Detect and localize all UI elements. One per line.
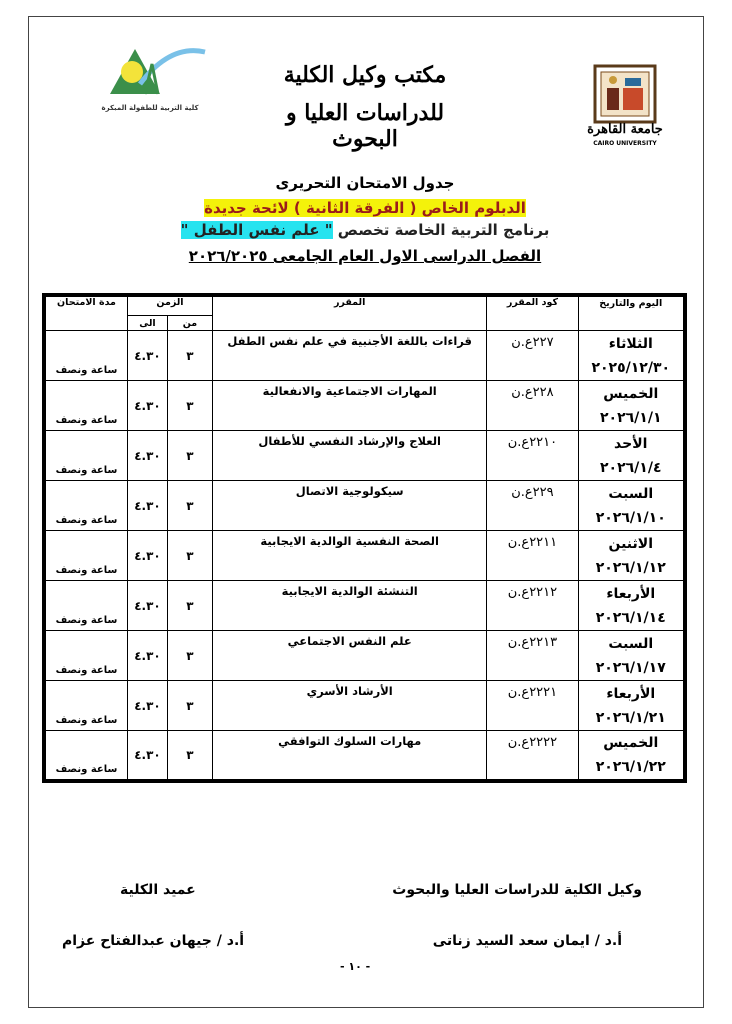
header-date: اليوم والتاريخ (578, 295, 685, 331)
faculty-logo-text: كلية التربية للطفولة المبكرة (101, 104, 199, 112)
office-title-line2: للدراسات العليا و البحوث (285, 100, 445, 152)
to-cell: ٤.٣٠ (128, 681, 168, 731)
header-to: الى (128, 316, 168, 331)
duration-cell: ساعة ونصف (44, 731, 128, 782)
vice-dean-title: وكيل الكلية للدراسات العليا والبحوث (392, 882, 642, 898)
day-label: السبت (608, 485, 654, 502)
code-cell: ٢٢٩ع.ن (487, 481, 578, 531)
to-cell: ٤.٣٠ (128, 581, 168, 631)
code-cell: ٢٢١٢ع.ن (487, 581, 578, 631)
dean-title: عميد الكلية (120, 882, 196, 898)
date-cell (578, 381, 685, 431)
date-label: ٢٠٢٥/١٢/٣٠ (591, 359, 671, 376)
duration-cell: ساعة ونصف (44, 381, 128, 431)
from-cell: ٣ (167, 381, 212, 431)
to-cell: ٤.٣٠ (128, 431, 168, 481)
from-cell: ٣ (167, 631, 212, 681)
specialization-highlight: " علم نفس الطفل " (180, 221, 333, 239)
cairo-university-logo (585, 58, 665, 154)
table-row (44, 481, 685, 531)
code-cell: ٢٢٢٢ع.ن (487, 731, 578, 782)
course-cell: التنشئة الوالدية الايجابية (212, 581, 486, 631)
duration-cell: ساعة ونصف (44, 481, 128, 531)
date-cell (578, 331, 685, 381)
date-cell (578, 531, 685, 581)
from-cell: ٣ (167, 731, 212, 782)
code-cell: ٢٢١١ع.ن (487, 531, 578, 581)
date-label: ٢٠٢٦/١/٤ (600, 459, 662, 476)
from-cell: ٣ (167, 681, 212, 731)
to-cell: ٤.٣٠ (128, 331, 168, 381)
vice-dean-name: أ.د / ايمان سعد السيد زناتى (432, 933, 622, 949)
table-row (44, 381, 685, 431)
date-cell (578, 481, 685, 531)
from-cell: ٣ (167, 331, 212, 381)
semester-line: الفصل الدراسى الاول العام الجامعى ٢٠٢٦/٢٠٢٥ (188, 247, 542, 265)
exam-schedule-table (42, 293, 687, 783)
header-duration: مدة الامتحان (44, 295, 128, 331)
date-cell (578, 631, 685, 681)
day-label: الأربعاء (606, 585, 656, 602)
to-cell: ٤.٣٠ (128, 381, 168, 431)
header-code: كود المقرر (487, 295, 578, 331)
code-cell: ٢٢١٣ع.ن (487, 631, 578, 681)
duration-cell: ساعة ونصف (44, 331, 128, 381)
course-cell: العلاج والإرشاد النفسي للأطفال (212, 431, 486, 481)
header-time: الزمن (128, 295, 213, 316)
table-row (44, 581, 685, 631)
to-cell: ٤.٣٠ (128, 531, 168, 581)
date-label: ٢٠٢٦/١/١ (600, 409, 662, 426)
date-cell (578, 731, 685, 782)
duration-cell: ساعة ونصف (44, 431, 128, 481)
header-course: المقرر (212, 295, 486, 331)
to-cell: ٤.٣٠ (128, 631, 168, 681)
day-label: الأربعاء (606, 685, 656, 702)
date-label: ٢٠٢٦/١/١٤ (595, 609, 666, 626)
office-title-line1: مكتب وكيل الكلية (283, 62, 447, 88)
date-label: ٢٠٢٦/١/٢٢ (595, 759, 666, 775)
date-label: ٢٠٢٦/١/١٠ (595, 509, 666, 526)
program-diploma-line (160, 199, 570, 217)
faculty-logo (90, 44, 210, 120)
course-cell: مهارات السلوك التوافقي (212, 731, 486, 782)
to-cell: ٤.٣٠ (128, 481, 168, 531)
date-label: ٢٠٢٦/١/١٧ (595, 659, 666, 676)
date-label: ٢٠٢٦/١/٢١ (595, 709, 666, 726)
from-cell: ٣ (167, 531, 212, 581)
course-cell: علم النفس الاجتماعي (212, 631, 486, 681)
specialization-prefix: برنامج التربية الخاصة تخصص (332, 221, 550, 239)
date-label: ٢٠٢٦/١/١٢ (595, 559, 666, 576)
from-cell: ٣ (167, 481, 212, 531)
university-name-ar: جامعة القاهرة (587, 122, 663, 137)
course-cell: قراءات باللغة الأجنبية في علم نفس الطفل (212, 331, 486, 381)
date-cell (578, 581, 685, 631)
table-row (44, 631, 685, 681)
course-cell: الصحة النفسية الوالدية الايجابية (212, 531, 486, 581)
date-cell (578, 681, 685, 731)
table-row (44, 431, 685, 481)
from-cell: ٣ (167, 581, 212, 631)
date-cell (578, 431, 685, 481)
day-label: الاثنين (608, 535, 653, 552)
table-row (44, 731, 685, 782)
to-cell: ٤.٣٠ (128, 731, 168, 782)
code-cell: ٢٢٧ع.ن (487, 331, 578, 381)
table-row (44, 531, 685, 581)
day-label: الخميس (603, 735, 659, 751)
course-cell: الأرشاد الأسري (212, 681, 486, 731)
course-cell: المهارات الاجتماعية والانفعالية (212, 381, 486, 431)
day-label: الثلاثاء (608, 335, 653, 352)
duration-cell: ساعة ونصف (44, 681, 128, 731)
duration-cell: ساعة ونصف (44, 581, 128, 631)
exam-schedule-title: جدول الامتحان التحريرى (275, 174, 455, 192)
day-label: السبت (608, 635, 654, 652)
day-label: الأحد (614, 435, 648, 452)
code-cell: ٢٢١٠ع.ن (487, 431, 578, 481)
duration-cell: ساعة ونصف (44, 631, 128, 681)
university-name-en: CAIRO UNIVERSITY (593, 140, 657, 147)
diploma-highlight: الدبلوم الخاص ( الفرقة الثانية ) لائحة جديدة (204, 199, 526, 217)
course-cell: سيكولوجية الاتصال (212, 481, 486, 531)
page-number: - ١٠ - (340, 960, 371, 973)
table-row (44, 681, 685, 731)
day-label: الخميس (603, 385, 659, 402)
header-from: من (167, 316, 212, 331)
code-cell: ٢٢٢١ع.ن (487, 681, 578, 731)
code-cell: ٢٢٨ع.ن (487, 381, 578, 431)
from-cell: ٣ (167, 431, 212, 481)
dean-name: أ.د / جيهان عبدالفتاح عزام (62, 933, 245, 949)
duration-cell: ساعة ونصف (44, 531, 128, 581)
specialization-line (160, 221, 570, 239)
table-row (44, 331, 685, 381)
